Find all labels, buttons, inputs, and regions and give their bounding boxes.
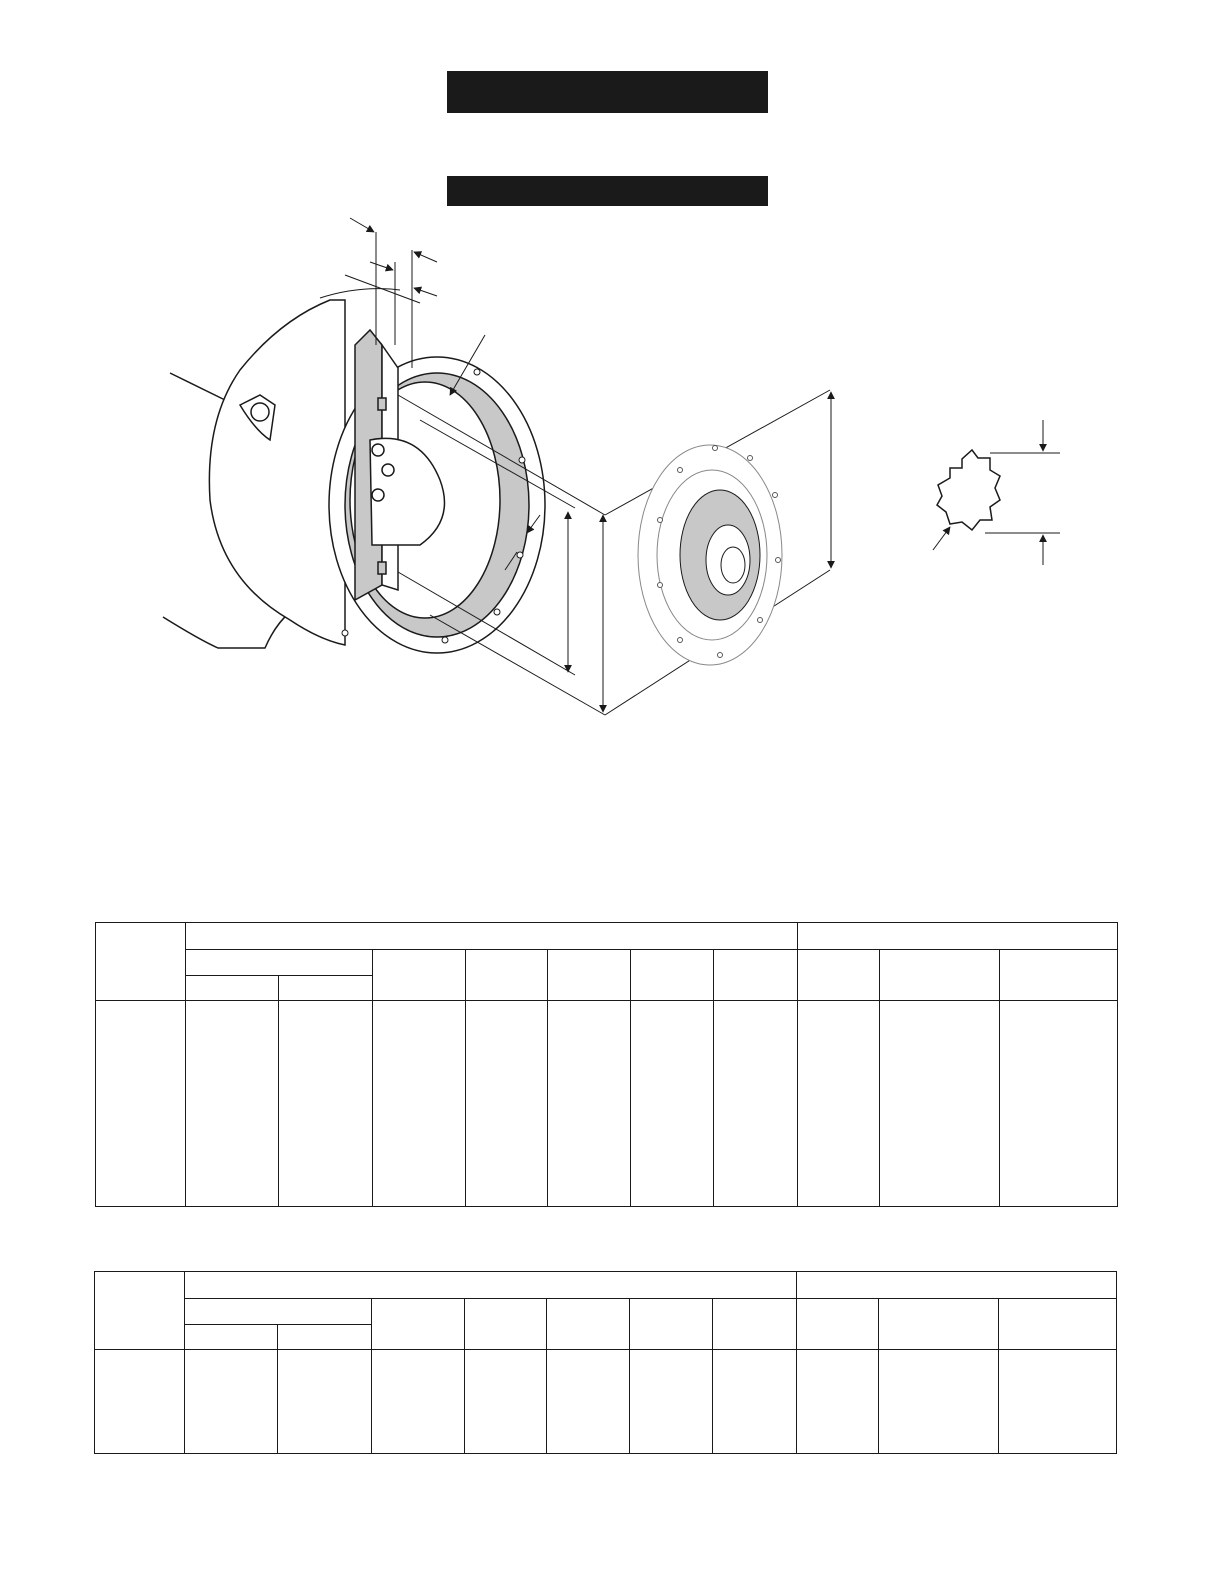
table-2-header-cell [185,1299,372,1325]
table-2-header-cell [547,1299,630,1350]
table-2-header-cell [278,1325,372,1350]
table-2-header-cell [797,1299,879,1350]
spec-table-2 [94,1271,1117,1454]
exploded-assembly-drawing [0,200,1224,730]
spec-table-1 [95,922,1118,1207]
table-2-header-cell [95,1272,185,1350]
table-1-header-cell [186,950,373,976]
table-2-header-cell [185,1325,278,1350]
coupling-disc [638,445,782,665]
table-2-header-cell [372,1299,465,1350]
table-2-header-cell [797,1272,1117,1299]
table-1-header-cell [631,950,714,1001]
table-1-header-cell [373,950,466,1001]
table-2-header-cell [630,1299,713,1350]
table-1-body-row [96,1001,1118,1207]
spline-detail [933,420,1060,565]
engine-cable-line [163,612,290,648]
engine-outline-line [170,373,225,400]
table-1-header-cell [279,976,373,1001]
table-2-header-cell [713,1299,797,1350]
table-2-header-cell [185,1272,797,1299]
table-1-header-cell [714,950,798,1001]
table-2-header-cell [999,1299,1117,1350]
table-2-body-row [95,1350,1117,1454]
table-1-header-cell [798,923,1118,950]
table-2-header-cell [465,1299,547,1350]
table-1-header-cell [880,950,1000,1001]
table-1-header-cell [96,923,186,1001]
table-1-header-cell [798,950,880,1001]
table-1-header-cell [186,923,798,950]
title-banner [447,71,768,113]
table-1-header-cell [548,950,631,1001]
table-1-header-cell [466,950,548,1001]
table-1-header-cell [1000,950,1118,1001]
table-1-header-cell [186,976,279,1001]
table-2-header-cell [879,1299,999,1350]
